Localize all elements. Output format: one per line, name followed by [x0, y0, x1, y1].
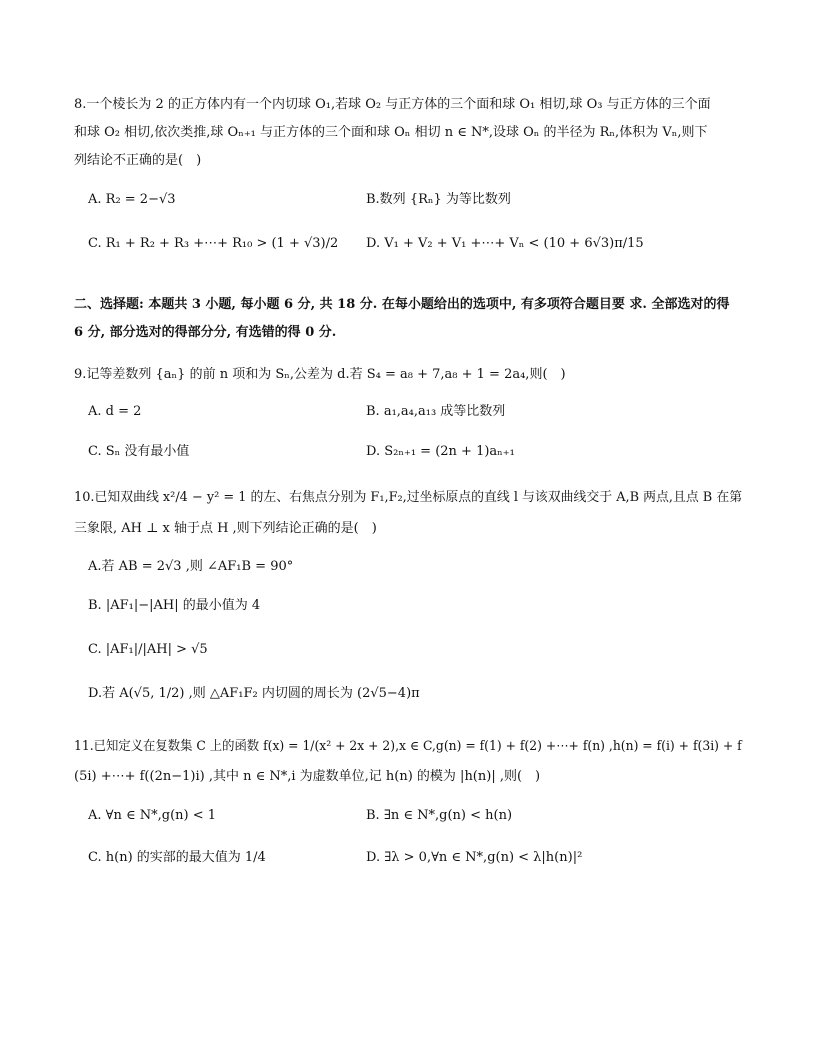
q9-option-d: D. S₂ₙ₊₁ = (2n + 1)aₙ₊₁: [366, 444, 515, 459]
q8-option-b: B.数列 {Rₙ} 为等比数列: [366, 192, 511, 207]
q9-option-c: C. Sₙ 没有最小值: [88, 444, 190, 459]
q8-option-a: A. R₂ = 2−√3: [88, 192, 176, 207]
q8-option-d: D. V₁ + V₂ + V₁ +⋯+ Vₙ < (10 + 6√3)π/15: [366, 236, 644, 251]
section-2-line-2: 6 分, 部分选对的得部分分, 有选错的得 0 分.: [74, 325, 337, 340]
q10-option-a: A.若 AB = 2√3 ,则 ∠AF₁B = 90°: [88, 559, 294, 574]
q8-option-c: C. R₁ + R₂ + R₃ +⋯+ R₁₀ > (1 + √3)/2: [88, 236, 339, 251]
q9-stem: 9.记等差数列 {aₙ} 的前 n 项和为 Sₙ,公差为 d.若 S₄ = a₈ + 7,a₈ + 1 = 2a₄,则( ): [74, 367, 566, 382]
q11-stem-line-1: 11.已知定义在复数集 C 上的函数 f(x) = 1/(x² + 2x + 2),x ∈ C,g(n) = f(1) + f(2) +⋯+ f(n) ,h(n) = f(i) + f(3i) + f: [74, 739, 742, 754]
q11-stem-line-2: (5i) +⋯+ f((2n−1)i) ,其中 n ∈ N*,i 为虚数单位,记 h(n) 的模为 |h(n)| ,则( ): [74, 769, 541, 784]
q10-stem-line-1: 10.已知双曲线 x²/4 − y² = 1 的左、右焦点分别为 F₁,F₂,过坐标原点的直线 l 与该双曲线交于 A,B 两点,且点 B 在第: [74, 490, 743, 505]
q10-stem-line-2: 三象限, AH ⊥ x 轴于点 H ,则下列结论正确的是( ): [74, 521, 377, 536]
q11-option-b: B. ∃n ∈ N*,g(n) < h(n): [366, 808, 513, 823]
q10-option-b: B. |AF₁|−|AH| 的最小值为 4: [88, 598, 261, 613]
q8-stem-line-2: 和球 O₂ 相切,依次类推,球 Oₙ₊₁ 与正方体的三个面和球 Oₙ 相切 n ∈ N*,设球 Oₙ 的半径为 Rₙ,体积为 Vₙ,则下: [74, 125, 708, 140]
q10-option-d: D.若 A(√5, 1/2) ,则 △AF₁F₂ 内切圆的周长为 (2√5−4)π: [88, 686, 420, 701]
q11-option-c: C. h(n) 的实部的最大值为 1/4: [88, 850, 266, 865]
q9-option-b: B. a₁,a₄,a₁₃ 成等比数列: [366, 404, 506, 419]
q11-option-a: A. ∀n ∈ N*,g(n) < 1: [88, 808, 217, 823]
section-2-line-1: 二、选择题: 本题共 3 小题, 每小题 6 分, 共 18 分. 在每小题给出的选项中, 有多项符合题目要 求. 全部选对的得: [74, 297, 730, 312]
q10-option-c: C. |AF₁|/|AH| > √5: [88, 642, 208, 657]
q8-stem-line-1: 8.一个棱长为 2 的正方体内有一个内切球 O₁,若球 O₂ 与正方体的三个面和球 O₁ 相切,球 O₃ 与正方体的三个面: [74, 97, 711, 112]
q9-option-a: A. d = 2: [88, 404, 142, 419]
q8-stem-line-3: 列结论不正确的是( ): [74, 153, 202, 168]
q11-option-d: D. ∃λ > 0,∀n ∈ N*,g(n) < λ|h(n)|²: [366, 850, 583, 865]
